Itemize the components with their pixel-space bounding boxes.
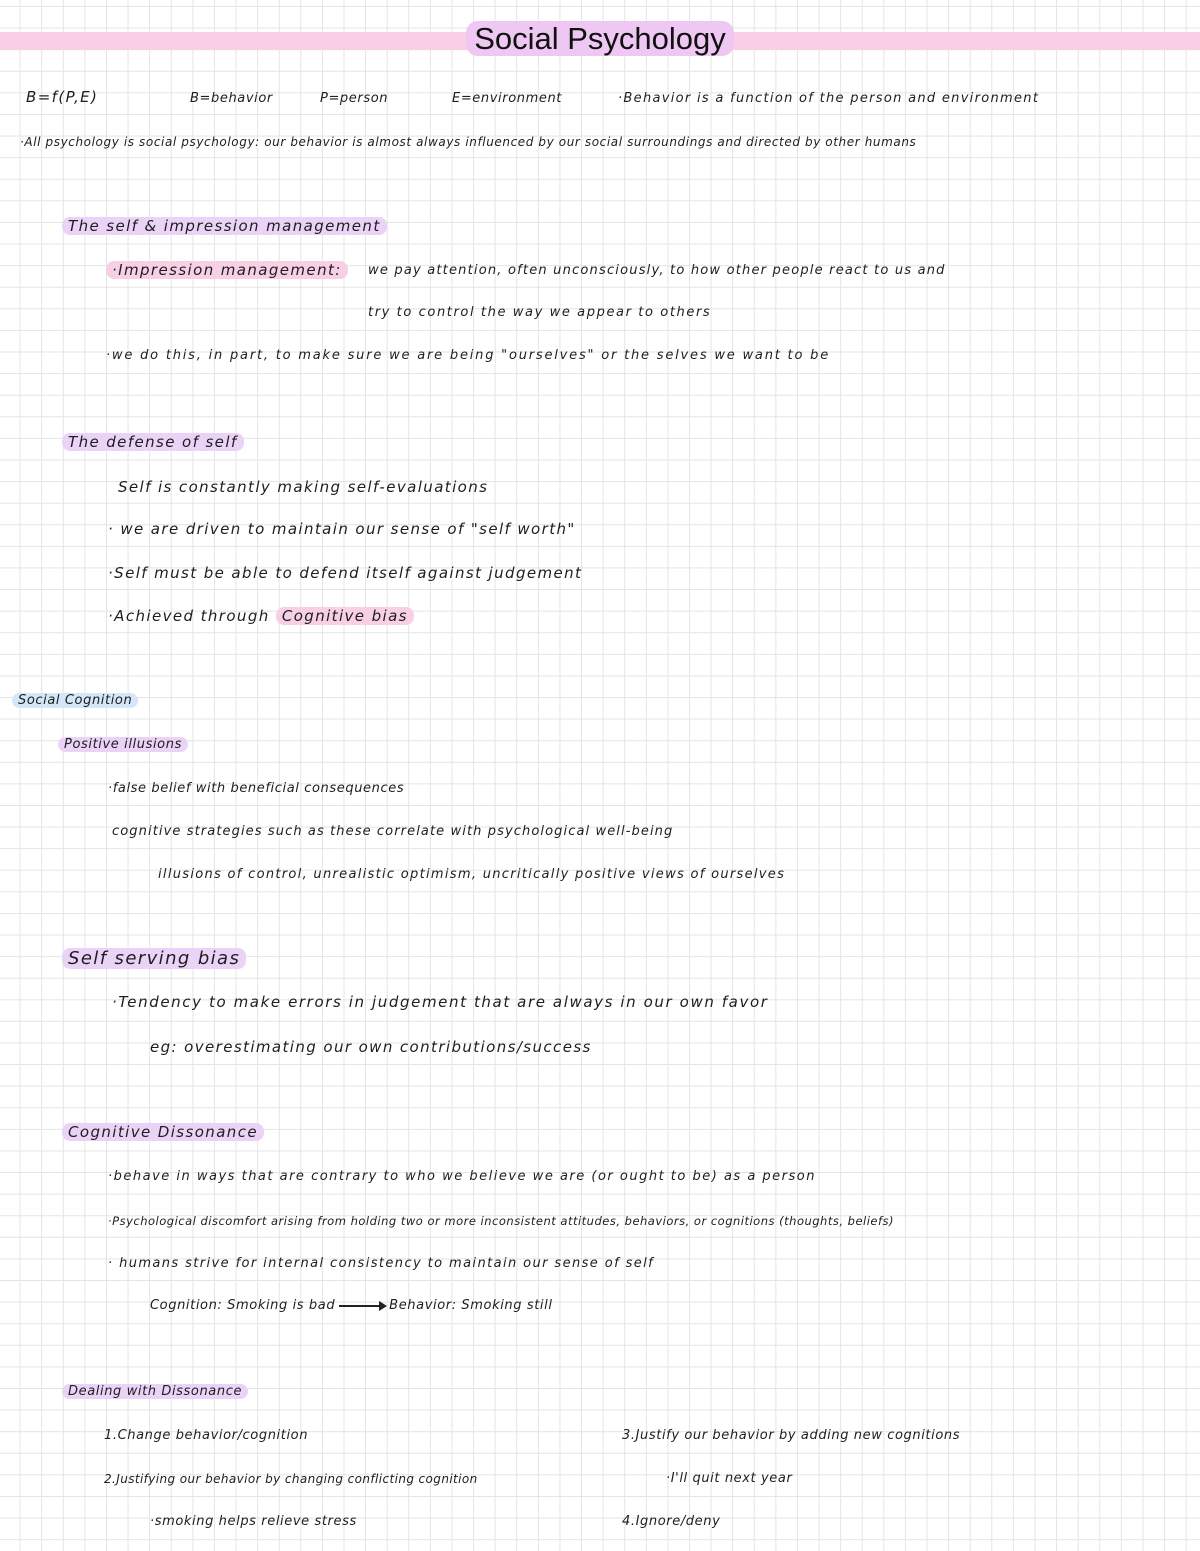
heading-text: Social Cognition	[12, 693, 138, 708]
dissonance-line-2: ·Psychological discomfort arising from holding two or more inconsistent attitudes, behaviors, or cognitions (thoughts, beliefs)	[108, 1214, 895, 1228]
dealing-item-2-example: ·smoking helps relieve stress	[150, 1514, 357, 1529]
page-title	[0, 18, 1200, 60]
positive-illusions-line-3: illusions of control, unrealistic optimism, uncritically positive views of ourselves	[158, 867, 786, 882]
term-text: ·Impression management:	[106, 261, 348, 279]
dissonance-line-1: ·behave in ways that are contrary to who we believe we are (or ought to be) as a person	[108, 1169, 816, 1184]
environment-definition: E=environment	[452, 91, 562, 106]
dealing-item-2: 2.Justifying our behavior by changing conflicting cognition	[104, 1472, 478, 1486]
dissonance-line-3: · humans strive for internal consistency to maintain our sense of self	[108, 1256, 655, 1271]
section-heading-cognitive-dissonance	[62, 1121, 264, 1143]
page-title-text: Social Psychology	[466, 21, 734, 56]
heading-text: Dealing with Dissonance	[62, 1384, 248, 1399]
heading-text: The defense of self	[62, 433, 244, 451]
impression-bullet-2: ·we do this, in part, to make sure we are being "ourselves" or the selves we want to be	[106, 348, 830, 363]
section-heading-self-impression	[62, 215, 387, 237]
section-heading-dealing-with-dissonance	[62, 1381, 248, 1403]
behavior-definition: B=behavior	[190, 91, 273, 106]
person-definition: P=person	[320, 91, 389, 106]
section-heading-self-serving-bias	[62, 948, 246, 970]
formula: B=f(P,E)	[26, 88, 99, 106]
dealing-item-4: 4.Ignore/deny	[622, 1514, 721, 1529]
defense-line-1: Self is constantly making self-evaluations	[118, 478, 489, 496]
all-psychology-statement: ·All psychology is social psychology: our behavior is almost always influenced by our social surroundings and directed by other humans	[20, 135, 917, 149]
cognitive-bias-term: Cognitive bias	[276, 607, 414, 625]
section-heading-positive-illusions	[58, 734, 188, 756]
defense-line-2: · we are driven to maintain our sense of "self worth"	[108, 520, 576, 538]
dealing-item-3-example: ·I'll quit next year	[666, 1471, 793, 1486]
example-behavior: Behavior: Smoking still	[389, 1298, 553, 1313]
impression-management-term	[106, 259, 348, 281]
self-serving-line-2: eg: overestimating our own contributions/success	[150, 1038, 592, 1056]
defense-line-3: ·Self must be able to defend itself against judgement	[108, 564, 583, 582]
behavior-function-statement: ·Behavior is a function of the person and environment	[618, 91, 1040, 106]
heading-text: Positive illusions	[58, 737, 188, 752]
heading-text: Cognitive Dissonance	[62, 1123, 264, 1141]
positive-illusions-line-1: ·false belief with beneficial consequences	[108, 781, 405, 796]
self-serving-line-1: ·Tendency to make errors in judgement that are always in our own favor	[112, 993, 769, 1011]
dealing-item-1: 1.Change behavior/cognition	[104, 1428, 309, 1443]
section-heading-social-cognition	[12, 690, 138, 712]
impression-definition-line2: try to control the way we appear to others	[368, 305, 712, 320]
dealing-item-3: 3.Justify our behavior by adding new cognitions	[622, 1428, 961, 1443]
example-cognition: Cognition: Smoking is bad	[150, 1298, 336, 1313]
heading-text: Self serving bias	[62, 948, 246, 969]
dissonance-example	[150, 1295, 553, 1317]
positive-illusions-line-2: cognitive strategies such as these correlate with psychological well-being	[112, 824, 674, 839]
impression-definition-line1: we pay attention, often unconsciously, to how other people react to us and	[368, 263, 946, 278]
section-heading-defense-of-self	[62, 431, 244, 453]
defense-line-4	[108, 605, 414, 627]
defense-line-4-prefix: ·Achieved through	[108, 607, 270, 625]
heading-text: The self & impression management	[62, 217, 387, 235]
arrow-icon	[339, 1305, 385, 1307]
